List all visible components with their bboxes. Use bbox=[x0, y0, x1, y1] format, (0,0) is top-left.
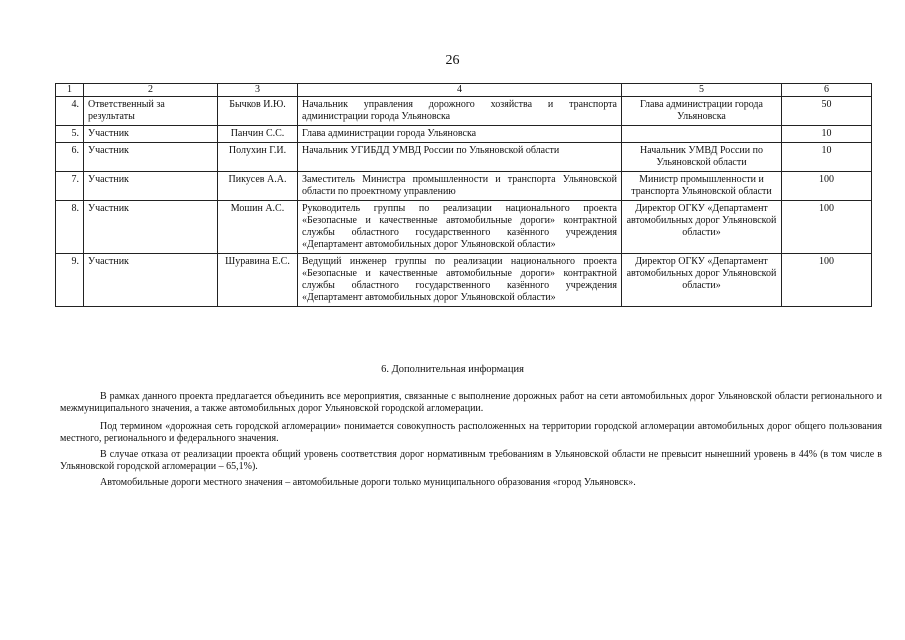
supervisor-cell: Министр промышленности и транспорта Ульяновской области bbox=[622, 172, 782, 201]
table-row bbox=[56, 254, 872, 307]
position-cell: Глава администрации города Ульяновска bbox=[298, 126, 622, 143]
person-name-cell: Шуравина Е.С. bbox=[218, 254, 298, 307]
involvement-cell: 100 bbox=[782, 172, 872, 201]
paragraph bbox=[60, 449, 882, 473]
table-row bbox=[56, 126, 872, 143]
supervisor-cell: Директор ОГКУ «Департамент автомобильных дорог Ульяновской области» bbox=[622, 201, 782, 254]
supervisor-cell: Глава администрации города Ульяновска bbox=[622, 97, 782, 126]
involvement-cell: 100 bbox=[782, 254, 872, 307]
column-header: 2 bbox=[84, 84, 218, 97]
paragraph-text: Под термином «дорожная сеть городской агломерации» понимается совокупность расположенных на территории городской агломерации автомобильных дорог общего пользования местного, регионального и федерального значения. bbox=[60, 421, 882, 444]
paragraph-text: Автомобильные дороги местного значения – автомобильные дороги только муниципального образования «город Ульяновск». bbox=[100, 477, 636, 488]
position-cell: Начальник управления дорожного хозяйства и транспорта администрации города Ульяновска bbox=[298, 97, 622, 126]
role-cell: Ответственный за результаты bbox=[84, 97, 218, 126]
table-row bbox=[56, 201, 872, 254]
row-number: 9. bbox=[56, 254, 84, 307]
supervisor-cell: Директор ОГКУ «Департамент автомобильных дорог Ульяновской области» bbox=[622, 254, 782, 307]
involvement-cell: 10 bbox=[782, 126, 872, 143]
position-cell: Ведущий инженер группы по реализации национального проекта «Безопасные и качественные автомобильные дороги» контрактной службы областного государственного казённого учреждения «Департамент автомобильных дорог Ульяновской области» bbox=[298, 254, 622, 307]
role-cell: Участник bbox=[84, 126, 218, 143]
table-row bbox=[56, 143, 872, 172]
role-cell: Участник bbox=[84, 143, 218, 172]
paragraph-text: В случае отказа от реализации проекта общий уровень соответствия дорог нормативным требованиям в Ульяновской области не превысит нынешний уровень в 44% (в том числе в Ульяновской городской агломерации – 65,1%). bbox=[60, 449, 882, 472]
supervisor-cell: Начальник УМВД России по Ульяновской области bbox=[622, 143, 782, 172]
paragraph bbox=[60, 421, 882, 445]
row-number: 5. bbox=[56, 126, 84, 143]
person-name-cell: Пикусев А.А. bbox=[218, 172, 298, 201]
paragraph bbox=[60, 477, 882, 489]
section-title: 6. Дополнительная информация bbox=[381, 364, 524, 375]
row-number: 6. bbox=[56, 143, 84, 172]
row-number: 4. bbox=[56, 97, 84, 126]
role-cell: Участник bbox=[84, 254, 218, 307]
role-cell: Участник bbox=[84, 172, 218, 201]
role-cell: Участник bbox=[84, 201, 218, 254]
person-name-cell: Полухин Г.И. bbox=[218, 143, 298, 172]
column-header: 6 bbox=[782, 84, 872, 97]
person-name-cell: Панчин С.С. bbox=[218, 126, 298, 143]
page-number: 26 bbox=[445, 53, 460, 68]
column-header: 4 bbox=[298, 84, 622, 97]
paragraph-text: В рамках данного проекта предлагается объединить все мероприятия, связанные с выполнение дорожных работ на сети автомобильных дорог Ульяновской области регионального и межмуниципального значения, а также автомобильных дорог Ульяновской городской агломерации. bbox=[60, 391, 882, 414]
table-header-row bbox=[56, 84, 872, 97]
person-name-cell: Мошин А.С. bbox=[218, 201, 298, 254]
paragraph bbox=[60, 391, 882, 415]
responsibility-table bbox=[55, 83, 872, 307]
table-row bbox=[56, 172, 872, 201]
position-cell: Руководитель группы по реализации национального проекта «Безопасные и качественные автомобильные дороги» контрактной службы областного государственного казённого учреждения «Департамент автомобильных дорог Ульяновской области» bbox=[298, 201, 622, 254]
position-cell: Заместитель Министра промышленности и транспорта Ульяновской области по проектному управлению bbox=[298, 172, 622, 201]
column-header: 1 bbox=[56, 84, 84, 97]
person-name-cell: Бычков И.Ю. bbox=[218, 97, 298, 126]
position-cell: Начальник УГИБДД УМВД России по Ульяновской области bbox=[298, 143, 622, 172]
column-header: 3 bbox=[218, 84, 298, 97]
involvement-cell: 50 bbox=[782, 97, 872, 126]
involvement-cell: 100 bbox=[782, 201, 872, 254]
column-header: 5 bbox=[622, 84, 782, 97]
involvement-cell: 10 bbox=[782, 143, 872, 172]
row-number: 8. bbox=[56, 201, 84, 254]
supervisor-cell bbox=[622, 126, 782, 143]
table-row bbox=[56, 97, 872, 126]
row-number: 7. bbox=[56, 172, 84, 201]
